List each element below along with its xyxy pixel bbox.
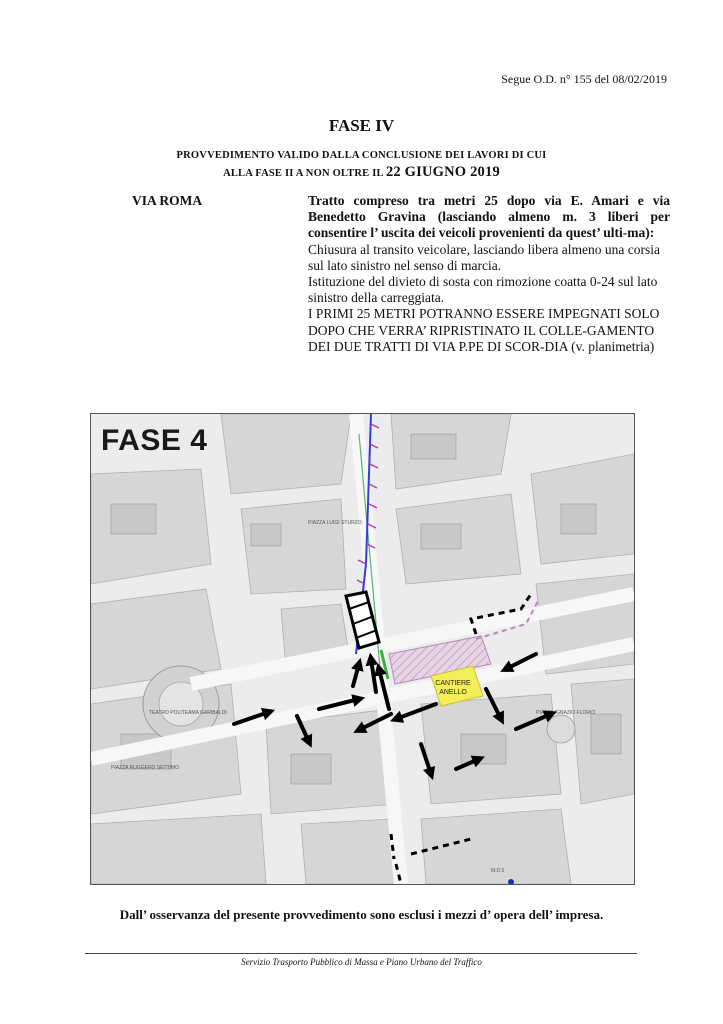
measure-heading: Tratto compreso tra metri 25 dopo via E. Amari e via Benedetto Gravina (lasciando almeno m. 3 liberi per consentire l’ uscita dei veicoli provenienti da quest’ ulti-ma): — [308, 193, 670, 241]
provision-line-1: PROVVEDIMENTO VALIDO DALLA CONCLUSIONE DEI LAVORI DI CUI — [176, 150, 547, 161]
provision-date: 22 GIUGNO 2019 — [385, 164, 500, 180]
street-name: VIA ROMA — [132, 193, 203, 208]
page-title: FASE IV — [328, 116, 395, 135]
map-label-md: M.D.5 — [491, 868, 505, 874]
map-label-teatro: TEATRO POLITEAMA GARIBALDI — [149, 710, 227, 716]
measure-paragraph: I PRIMI 25 METRI POTRANNO ESSERE IMPEGNATI SOLO DOPO CHE VERRA’ RIPRISTINATO IL COLLE-GAMENTO DEI DUE TRATTI DI VIA P.PE DI SCOR-DIA (v. planimetria) — [308, 306, 660, 354]
measure-paragraph: Chiusura al transito veicolare, lasciando libera almeno una corsia sul lato sinistro nel senso di marcia. — [308, 241, 660, 273]
site-label-1: CANTIERE — [435, 680, 471, 687]
footer-divider — [85, 953, 637, 954]
provision-notice — [0, 148, 723, 182]
map-label-piazza-settimo: PIAZZA RUGGERO SETTIMO — [111, 765, 180, 771]
provision-line-2 — [0, 164, 723, 182]
map-label-piazza-florio: PIAZZA IGNAZIO FLORIO — [536, 710, 596, 716]
measure-paragraph: Istituzione del divieto di sosta con rimozione coatta 0-24 sul lato sinistro della carreggiata. — [308, 274, 658, 306]
site-plan-map — [90, 413, 635, 885]
map-title: FASE 4 — [101, 424, 208, 457]
map-label-piazza-sturzo: PIAZZA LUIGI STURZO — [308, 520, 362, 526]
measure-description — [308, 193, 670, 355]
exemption-note: Dall’ osservanza del presente provvedimento sono esclusi i mezzi d’ opera dell’ impresa. — [119, 907, 604, 922]
map-drawing — [91, 414, 634, 884]
document-reference: Segue O.D. n° 155 del 08/02/2019 — [501, 72, 667, 86]
footer-text: Servizio Trasporto Pubblico di Massa e Piano Urbano del Traffico — [241, 957, 482, 967]
site-label-2: ANELLO — [439, 689, 467, 696]
provision-line-2-prefix: ALLA FASE II A NON OLTRE IL — [223, 168, 384, 179]
